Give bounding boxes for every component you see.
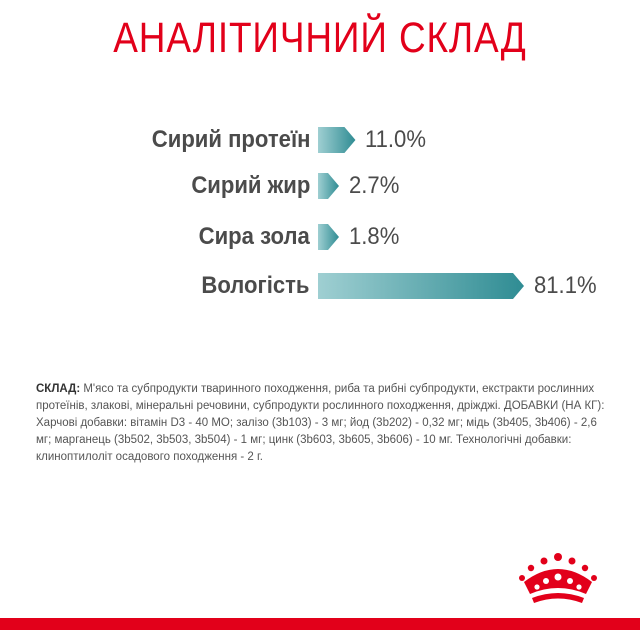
- bar-shape: [318, 127, 355, 153]
- chart-row-ash: [0, 219, 640, 255]
- chart-row-moisture: [0, 268, 640, 304]
- category-label-protein: Сирий протеїн: [151, 126, 310, 153]
- chart-row-fat: [0, 168, 640, 204]
- composition-lead: СКЛАД:: [36, 383, 81, 395]
- value-label-moisture: 81.1%: [534, 272, 597, 299]
- category-label-fat: Сирий жир: [190, 172, 310, 199]
- bottom-accent-line: [0, 618, 640, 630]
- bar-moisture: [318, 273, 524, 299]
- bar-shape: [318, 173, 339, 199]
- bar-shape: [318, 273, 524, 299]
- bar-ash: [318, 224, 339, 250]
- value-label-protein: 11.0%: [365, 126, 427, 153]
- analytical-composition-chart: [0, 105, 640, 315]
- chart-row-protein: [0, 122, 640, 158]
- page-title: АНАЛІТИЧНИЙ СКЛАД: [113, 14, 527, 62]
- bar-shape: [318, 224, 339, 250]
- value-label-fat: 2.7%: [349, 172, 400, 199]
- value-label-ash: 1.8%: [349, 223, 400, 250]
- bar-fat: [318, 173, 339, 199]
- composition-body: М'ясо та субпродукти тваринного походження, риба та рибні субпродукти, екстракти рослинних протеїнів, злакові, мінеральні речовини, субпродукти рослинного походження, дріжджі. ДОБАВКИ (НА КГ): Харчові добавки: вітамін D3 - 40 МО; залізо (3b103) - 3 мг; йод (3b202) - 0,32 мг; мідь (3b405, 3b406) - 2,6 мг; марганець (3b502, 3b503, 3b504) - 1 мг; цинк (3b603, 3b605, 3b606) - 10 мг. Технологічні добавки: клиноптилоліт осадового походження - 2 г.: [36, 383, 605, 463]
- category-label-ash: Сира зола: [198, 223, 310, 250]
- composition-text: [36, 381, 608, 466]
- bar-protein: [318, 127, 355, 153]
- royal-canin-crown-logo-icon: [512, 548, 604, 608]
- category-label-moisture: Вологість: [201, 272, 310, 299]
